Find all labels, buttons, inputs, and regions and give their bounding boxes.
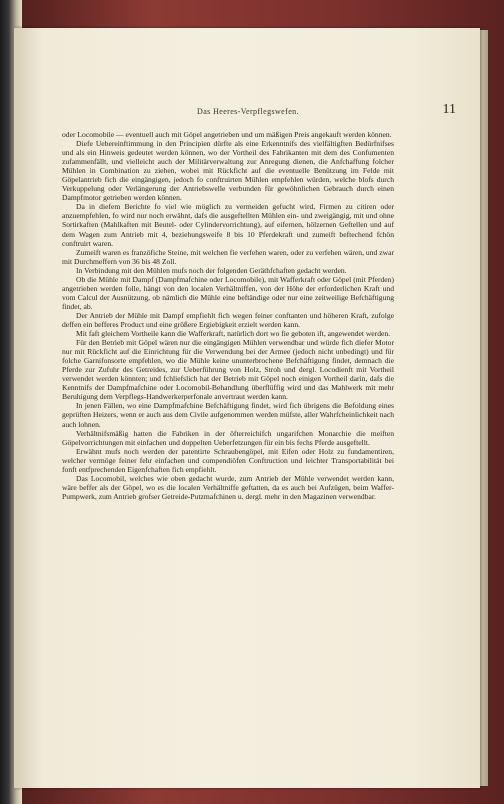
paragraph: Da in diefem Berichte fo viel wie möglich zu vermeiden gefucht wird, Firmen zu citiren oder anzuempfehlen, fo wird nur noch erwähnt, dafs die ausgeftellten Mühlen ein- und zweigängig, mit und ohne Sortirkaften (Mahlkaften mit Beutel- oder Cylindervorrichtung), auf eifernen, hölzernen Geftellen und auf dem Wagen zum Antrieb mit 4, beziehungsweife 8 bis 10 Pferdekraft und zumeift beftechend fchön conftruirt waren. [62, 202, 394, 248]
paragraph: Diefe Uebereinftimmung in den Principien dürfte als eine Erkenntnifs des vielfältigften Bedürfnifses und als ein Hinweis gedeutet werden können, wo der Vortheil des Fabrikanten mit dem des Confumenten zufammenfällt, und vielleicht auch der Militärverwaltung zur Anregung dienen, die Anfchaffung folcher Mühlen in Combination zu ziehen, wobei mit Rückficht auf die eventuelle Benützung im Felde mit Göpelantrieb fich die eingängigen, jedoch fo conftruirten Mühlen empfehlen würden, welche blofs durch Verkuppelung oder Verlängerung der Antriebswelle verbunden für gewöhnlichen Gebrauch durch einen Dampfmotor getrieben werden können. [62, 139, 394, 203]
paragraph: Das Locomobil, welches wie oben gedacht wurde, zum Antrieb der Mühle verwendet werden kann, wäre beffer als der Göpel, wo es die localen Verhältniffe geftatten, da es auch bei Aufzügen, beim Waffer-Pumpwerk, zum Antrieb grofser Getreide-Putzmafchinen u. dergl. mehr in den Magazinen verwendbar. [62, 473, 394, 501]
paragraph: In Verbindung mit den Mühlen mufs noch der folgenden Geräthfchaften gedacht werden. [76, 265, 347, 275]
running-header [40, 104, 456, 124]
page-number: 11 [442, 102, 456, 117]
paragraph: Zumeift waren es franzöfiche Steine, mit welchen fie verfehen waren, oder zu verfehen wären, und zwar mit Durchmeffern von 36 bis 48 Zoll. [62, 247, 394, 266]
paragraph: Erwähnt mufs noch werden der patentirte Schraubengöpel, mit Eifen oder Holz zu fundamentiren, welcher vermöge feiner fehr einfachen und compendiöfen Conftruction und leichter Transportabilität bei fonft entfprechenden Eigenfchaften fich empfiehlt. [62, 446, 394, 474]
running-title: Das Heeres-Verpflegswefen. [197, 107, 299, 116]
paragraph: Verhältnifsmäßig hatten die Fabriken in der öfterreichifch ungarifchen Monarchie die meiften Göpelvorrichtungen mit einfachen und doppelten Ueberfetzungen für ein bis fechs Pferde ausgeftellt. [62, 428, 394, 447]
paragraph: Ob die Mühle mit Dampf (Dampfmafchine oder Locomobile), mit Wafferkraft oder Göpel (mit Pferden) angetrieben werden folle, hängt von den localen Verhältniffen, von der Höhe der erforderlichen Kraft und vom Calcul der Ausnützung, ob nämlich die Mühle eine beftändige oder nur eine zeitweilige Befchäftigung findet, ab. [62, 274, 394, 311]
paragraph: In jenen Fällen, wo eine Dampfmafchine Befchäftigung findet, wird fich übrigens die Befoldung eines geprüften Heizers, wenn er auch aus dem Civile aufgenommen werden müfste, aller Wahrfcheinlichkeit nach auch lohnen. [62, 401, 394, 429]
paragraph: oder Locomobile — eventuell auch mit Göpel angetrieben und um mäßigen Preis angekauft werden können. [62, 130, 392, 139]
paragraph: Der Antrieb der Mühle mit Dampf empfiehlt fich wegen feiner conftanten und höheren Kraft, zufolge deffen ein befferes Product und eine größere Ergiebigkeit erzielt werden kann. [62, 310, 394, 329]
body-text [62, 130, 394, 770]
page-stack-edge [480, 30, 488, 786]
paragraph: Für den Betrieb mit Göpel wären nur die eingängigen Mühlen verwendbar und würde fich diefer Motor nur mit Rückficht auf die Einrichtung für die Verwendung bei der Armee (jedoch nicht unbedingt) und für folche Garnifonsorte empfehlen, wo die Mühle keine ununterbrochene Befchäftigung findet, demnach die Pferde zur Zufuhr des Getreides, zur Ueberführung von Holz, Stroh und dergl. Locodienft mit Vortheil verwendet werden könnten; und fchliefslich hat der Betrieb mit Göpel noch einigen Vortheil darin, dafs die Kenntnifs der Dampfmafchine oder Locomobil-Behandlung überflüffig wird und das Mahlwerk mit mehr Beruhigung dem Verpflegs-Handwerkerperfonale anvertraut werden kann. [62, 338, 394, 402]
paragraph: Mit faft gleichem Vortheile kann die Wafferkraft, natürlich dort wo fie geboten ift, angewendet werden. [76, 329, 391, 339]
